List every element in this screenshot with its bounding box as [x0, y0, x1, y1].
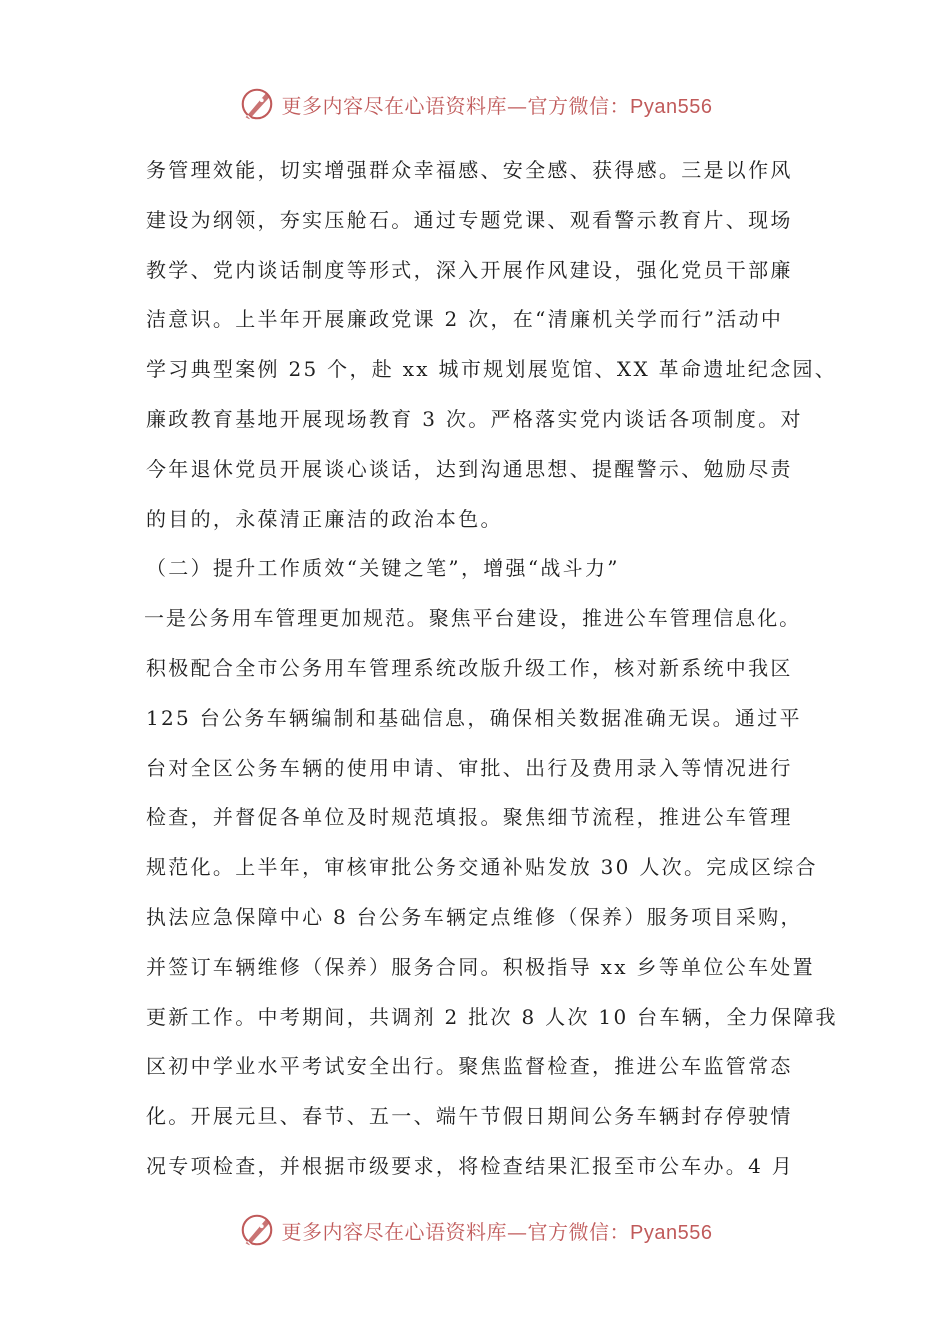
- body-line: 检查，并督促各单位及时规范填报。聚焦细节流程，推进公车管理: [146, 805, 793, 830]
- body-line: 况专项检查，并根据市级要求，将检查结果汇报至市公车办。4 月: [146, 1153, 795, 1178]
- body-line: 125 台公务车辆编制和基础信息，确保相关数据准确无误。通过平: [146, 705, 802, 730]
- pen-nib-logo-icon: [238, 85, 276, 123]
- header-watermark-banner: [0, 84, 950, 124]
- body-line: 更新工作。中考期间，共调剂 2 批次 8 人次 10 台车辆，全力保障我: [146, 1004, 838, 1029]
- watermark-text: 更多内容尽在心语资料库—官方微信：: [281, 1219, 631, 1244]
- watermark-wechat-id: Pyan556: [630, 1221, 713, 1244]
- body-line: 台对全区公务车辆的使用申请、审批、出行及费用录入等情况进行: [146, 755, 793, 780]
- body-line: 建设为纲领，夯实压舱石。通过专题党课、观看警示教育片、现场: [146, 207, 793, 232]
- section-heading: （二）提升工作质效“关键之笔”，增强“战斗力”: [146, 556, 620, 581]
- body-line: 积极配合全市公务用车管理系统改版升级工作，核对新系统中我区: [146, 655, 793, 680]
- body-line: 执法应急保障中心 8 台公务车辆定点维修（保养）服务项目采购，: [146, 904, 803, 929]
- body-line: 并签订车辆维修（保养）服务合同。积极指导 xx 乡等单位公车处置: [146, 954, 815, 979]
- pen-nib-logo-icon: [238, 1211, 276, 1249]
- watermark-text: 更多内容尽在心语资料库—官方微信：: [281, 93, 631, 118]
- body-line: 务管理效能，切实增强群众幸福感、安全感、获得感。三是以作风: [146, 158, 793, 182]
- document-body: [144, 146, 838, 1192]
- body-line: 学习典型案例 25 个，赴 xx 城市规划展览馆、XX 革命遗址纪念园、: [146, 357, 838, 382]
- body-line: 廉政教育基地开展现场教育 3 次。严格落实党内谈话各项制度。对: [146, 406, 803, 431]
- body-line: 化。开展元旦、春节、五一、端午节假日期间公务车辆封存停驶情: [146, 1104, 793, 1129]
- body-line: 规范化。上半年，审核审批公务交通补贴发放 30 人次。完成区综合: [146, 855, 818, 880]
- body-line: 洁意识。上半年开展廉政党课 2 次，在“清廉机关学而行”活动中: [146, 307, 784, 332]
- watermark-wechat-id: Pyan556: [630, 95, 713, 118]
- body-line: 的目的，永葆清正廉洁的政治本色。: [146, 506, 503, 531]
- body-line: 区初中学业水平考试安全出行。聚焦监督检查，推进公车监管常态: [146, 1054, 793, 1079]
- body-line: 一是公务用车管理更加规范。聚焦平台建设，推进公车管理信息化。: [144, 606, 801, 631]
- footer-watermark-banner: [0, 1210, 950, 1250]
- body-line: 今年退休党员开展谈心谈话，达到沟通思想、提醒警示、勉励尽责: [146, 456, 793, 481]
- body-line: 教学、党内谈话制度等形式，深入开展作风建设，强化党员干部廉: [146, 257, 793, 282]
